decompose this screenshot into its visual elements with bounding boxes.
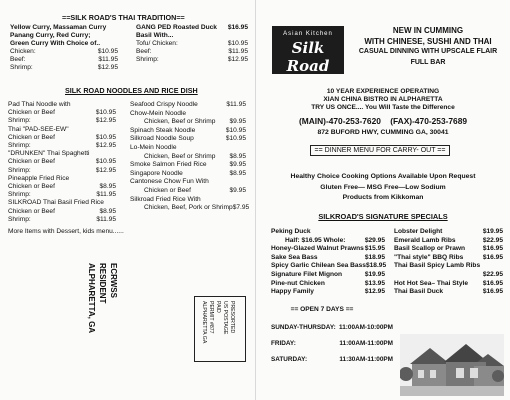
item-name: Basil Scallop or Prawn bbox=[394, 245, 466, 253]
special-row bbox=[394, 288, 503, 297]
item-name: Thai Basil Duck bbox=[394, 288, 444, 296]
hours-day: FRIDAY: bbox=[271, 340, 296, 347]
menu-row bbox=[8, 191, 116, 199]
restaurant-building-icon bbox=[400, 334, 504, 396]
item-name: Shrimp: bbox=[8, 215, 31, 223]
item-name: Honey-Glazed Walnut Prawns bbox=[271, 245, 364, 253]
menu-row bbox=[130, 127, 246, 136]
hours-day: SUNDAY-THURSDAY: bbox=[271, 324, 336, 331]
item-price: $22.95 bbox=[482, 270, 503, 278]
item-price: $18.95 bbox=[365, 262, 387, 270]
special-row bbox=[394, 237, 503, 246]
item-name: Chicken or Beef bbox=[8, 109, 55, 117]
mailing-address bbox=[78, 263, 118, 345]
menu-row bbox=[8, 216, 116, 224]
healthy-line-3: Products from Kikkoman bbox=[342, 194, 424, 201]
menu-row bbox=[8, 208, 116, 216]
bistro-line: XIAN CHINA BISTRO IN ALPHARETTA bbox=[323, 96, 443, 103]
menu-row bbox=[10, 56, 118, 64]
menu-row bbox=[8, 109, 116, 117]
item-price: $12.95 bbox=[95, 117, 116, 125]
experience-block bbox=[262, 88, 504, 112]
item-price: $7.95 bbox=[232, 204, 250, 212]
menu-row bbox=[8, 101, 116, 109]
try-us-line: TRY US ONCE.... You Will Taste the Difference bbox=[311, 104, 455, 111]
item-name: Chicken or Beef bbox=[8, 158, 55, 166]
phone-line bbox=[262, 116, 504, 126]
item-name: Shrimp: bbox=[136, 56, 159, 63]
menu-row bbox=[8, 183, 116, 191]
header-line-4: FULL BAR bbox=[410, 58, 446, 66]
item-name: Beef: bbox=[10, 56, 26, 63]
menu-row bbox=[10, 24, 118, 32]
item-price: $16.95 bbox=[482, 253, 503, 261]
menu-row bbox=[136, 56, 248, 64]
item-price: $11.95 bbox=[228, 48, 248, 55]
noodles-left-list bbox=[8, 101, 116, 224]
item-name: Tofu/ Chicken: bbox=[136, 40, 178, 47]
item-price: $10.95 bbox=[95, 133, 116, 141]
item-name: Shrimp: bbox=[8, 191, 31, 199]
menu-row bbox=[8, 134, 116, 142]
item-name: GANG PED Roasted Duck bbox=[136, 24, 217, 31]
item-name: Lo-Mein Noodle bbox=[130, 143, 177, 151]
item-name: Chicken: bbox=[10, 48, 36, 55]
menu-row bbox=[130, 135, 246, 144]
menu-row bbox=[8, 175, 116, 183]
noodles-title: SILK ROAD NOODLES AND RICE DISH bbox=[65, 86, 198, 95]
item-price: $10.95 bbox=[97, 48, 118, 55]
item-name: Panang Curry, Red Curry; bbox=[10, 32, 91, 39]
header-line-2: WITH CHINESE, SUSHI AND THAI bbox=[364, 36, 492, 46]
menu-row bbox=[136, 40, 248, 48]
item-price: $12.95 bbox=[95, 166, 116, 174]
logo-subtitle: Asian Kitchen bbox=[283, 31, 333, 37]
menu-row bbox=[8, 126, 116, 134]
menu-row bbox=[130, 110, 246, 119]
item-price: $8.95 bbox=[229, 169, 246, 177]
item-name: Thai Basil Spicy Lamb Ribs bbox=[394, 262, 481, 270]
item-name: Basil With... bbox=[136, 32, 174, 39]
hours-day: SATURDAY: bbox=[271, 356, 308, 363]
item-price: $8.95 bbox=[229, 152, 246, 160]
item-name: Chicken, Beef, Pork or Shrimp bbox=[144, 204, 233, 212]
item-price: $10.95 bbox=[227, 40, 248, 47]
item-price: $10.95 bbox=[95, 109, 116, 117]
menu-row bbox=[136, 32, 248, 40]
special-row bbox=[271, 271, 385, 280]
special-row bbox=[271, 262, 385, 271]
item-price: $12.95 bbox=[227, 56, 248, 63]
item-price: $16.95 bbox=[482, 279, 503, 287]
menu-row bbox=[130, 204, 250, 213]
page-fold bbox=[255, 0, 256, 400]
mailing-line-3: ALPHARETTA, GA bbox=[87, 263, 96, 334]
menu-row bbox=[8, 199, 116, 207]
item-name: Shrimp: bbox=[8, 142, 31, 150]
more-items-note: More Items with Dessert, kids menu...... bbox=[8, 228, 124, 235]
dinner-menu-label: == DINNER MENU FOR CARRY- OUT == bbox=[310, 145, 451, 156]
item-name: Beef: bbox=[136, 48, 152, 55]
menu-row bbox=[10, 64, 118, 72]
item-price: $11.95 bbox=[226, 101, 246, 108]
item-name: Shrimp: bbox=[8, 117, 31, 125]
item-price: $15.95 bbox=[364, 245, 385, 253]
special-row bbox=[271, 245, 385, 254]
menu-row bbox=[130, 170, 246, 179]
item-price: $9.95 bbox=[229, 186, 246, 194]
menu-row bbox=[10, 32, 118, 40]
logo-name: Silk Road bbox=[286, 39, 330, 75]
special-row bbox=[394, 280, 503, 289]
item-name: Half: $16.95 Whole: bbox=[285, 236, 346, 244]
item-name: "DRUNKEN" Thai Spaghetti bbox=[8, 150, 90, 158]
item-name: Silkroad Fried Rice With bbox=[130, 195, 201, 203]
item-name: Singapore Noodle bbox=[130, 169, 183, 177]
item-name: Peking Duck bbox=[271, 228, 311, 235]
dinner-menu-box bbox=[302, 147, 458, 154]
item-name: Pine-nut Chicken bbox=[271, 279, 325, 287]
item-name: Lobster Delight bbox=[394, 228, 443, 235]
special-row bbox=[271, 280, 385, 289]
hours-row bbox=[271, 340, 393, 348]
menu-row bbox=[10, 40, 118, 48]
menu-row bbox=[136, 48, 248, 56]
hours-title: == OPEN 7 DAYS == bbox=[290, 306, 354, 313]
item-price: $10.95 bbox=[225, 126, 246, 134]
special-row bbox=[271, 228, 385, 237]
item-price: $12.95 bbox=[97, 64, 118, 71]
menu-row bbox=[130, 144, 246, 153]
special-row bbox=[394, 228, 503, 237]
item-name: Chicken or Beef bbox=[144, 186, 191, 194]
item-name: Shrimp: bbox=[10, 64, 33, 71]
item-price: $8.95 bbox=[99, 183, 116, 191]
special-row bbox=[271, 237, 385, 246]
silk-road-logo bbox=[272, 26, 344, 74]
menu-row bbox=[8, 150, 116, 158]
item-name: Happy Family bbox=[271, 288, 314, 296]
item-price: $13.95 bbox=[364, 279, 385, 287]
item-name: Emerald Lamb Ribs bbox=[394, 236, 456, 244]
item-price: $29.95 bbox=[364, 236, 385, 244]
tradition-right-list bbox=[136, 24, 248, 64]
menu-row bbox=[130, 161, 246, 170]
menu-row bbox=[130, 153, 246, 162]
item-name: Green Curry With Choice of.. bbox=[10, 40, 101, 47]
item-price: $11.95 bbox=[96, 191, 116, 199]
years-line: 10 YEAR EXPERIENCE OPERATING bbox=[326, 88, 440, 95]
item-price: $12.95 bbox=[95, 142, 116, 150]
item-name: Signature Filet Mignon bbox=[271, 270, 343, 278]
item-name: "Thai style" BBQ Ribs bbox=[394, 253, 464, 261]
item-price: $8.95 bbox=[99, 207, 116, 215]
menu-row bbox=[130, 178, 246, 187]
header-block bbox=[350, 26, 506, 68]
noodles-right-list bbox=[130, 101, 250, 213]
menu-row bbox=[8, 142, 116, 150]
item-price: $11.95 bbox=[98, 56, 118, 63]
item-name: Pad Thai Noodle with bbox=[8, 101, 71, 108]
item-name: Silkroad Noodle Soup bbox=[130, 135, 194, 143]
specials-title: SILKROAD'S SIGNATURE SPECIALS bbox=[318, 212, 448, 221]
item-price: $10.95 bbox=[95, 158, 116, 166]
item-price: $11.95 bbox=[96, 215, 116, 223]
tradition-title: ==SILK ROAD'S THAI TRADITION== bbox=[62, 13, 185, 22]
menu-row bbox=[130, 118, 246, 127]
menu-row bbox=[10, 48, 118, 56]
permit-line-1: PRESORTED bbox=[229, 301, 235, 334]
item-name: Cantonese Chow Fun With bbox=[130, 178, 209, 186]
item-price: $16.95 bbox=[482, 245, 503, 253]
item-price: $16.95 bbox=[227, 24, 248, 31]
menu-row bbox=[130, 196, 246, 205]
postage-permit-box bbox=[194, 296, 246, 362]
permit-line-3: PAID bbox=[215, 301, 221, 313]
item-price: $9.95 bbox=[229, 118, 246, 126]
menu-row bbox=[8, 117, 116, 125]
item-name: Spicy Garlic Chilean Sea Bass bbox=[271, 262, 366, 270]
item-name: Smoke Salmon Fried Rice bbox=[130, 161, 207, 169]
menu-row bbox=[8, 167, 116, 175]
address: 872 BUFORD HWY, CUMMING GA, 30041 bbox=[317, 129, 449, 136]
menu-row bbox=[136, 24, 248, 32]
menu-row bbox=[8, 158, 116, 166]
special-row bbox=[271, 288, 385, 297]
hours-row bbox=[271, 356, 393, 364]
item-price: $12.95 bbox=[364, 288, 385, 296]
hours-list bbox=[271, 324, 393, 372]
item-name: Chicken or Beef bbox=[8, 207, 55, 215]
item-name: Chow-Mein Noodle bbox=[130, 109, 187, 117]
tradition-left-list bbox=[10, 24, 118, 72]
permit-line-5: ALPHARETTA GA bbox=[201, 301, 207, 344]
item-name: Pineapple Fried Rice bbox=[8, 174, 70, 182]
item-name: Sake Sea Bass bbox=[271, 253, 318, 261]
special-row bbox=[394, 262, 503, 271]
item-name: Chicken, Beef or Shrimp bbox=[144, 152, 216, 160]
healthy-line-1: Healthy Choice Cooking Options Available Upon Request bbox=[290, 173, 476, 180]
item-price: $10.95 bbox=[225, 135, 246, 143]
mailing-line-2: RESIDENT bbox=[98, 263, 107, 304]
item-name: Spinach Steak Noodle bbox=[130, 126, 196, 134]
item-name: Yellow Curry, Massaman Curry bbox=[10, 24, 107, 31]
item-name bbox=[394, 271, 483, 280]
special-row bbox=[394, 254, 503, 263]
menu-row bbox=[130, 187, 246, 196]
item-name: Shrimp: bbox=[8, 166, 31, 174]
item-name: Chicken or Beef bbox=[8, 133, 55, 141]
item-price: $22.95 bbox=[482, 236, 503, 244]
item-name: Thai "PAD-SEE-EW" bbox=[8, 125, 69, 133]
item-name: SILKROAD Thai Basil Fried Rice bbox=[8, 199, 104, 207]
header-line-1: NEW IN CUMMING bbox=[392, 26, 464, 35]
mailing-line-1: ECRWSS bbox=[109, 263, 118, 298]
item-price: $19.95 bbox=[482, 228, 503, 235]
special-row bbox=[394, 271, 503, 280]
item-price: $18.95 bbox=[364, 253, 385, 261]
permit-line-2: US POSTAGE bbox=[222, 301, 228, 335]
item-price: $16.95 bbox=[482, 288, 503, 296]
item-name: Chicken, Beef or Shrimp bbox=[144, 118, 216, 126]
special-row bbox=[394, 245, 503, 254]
item-name: Hot Hot Sea– Thai Style bbox=[394, 279, 469, 287]
header-line-3: CASUAL DINNING WITH UPSCALE FLAIR bbox=[358, 48, 498, 55]
permit-line-4: PERMIT #877 bbox=[208, 301, 214, 334]
healthy-block bbox=[262, 172, 504, 204]
item-price: $19.95 bbox=[364, 270, 385, 278]
menu-row bbox=[130, 101, 246, 110]
hours-time: 11:00AM-11:00PM bbox=[339, 340, 393, 347]
healthy-line-2: Gluten Free— MSG Free—Low Sodium bbox=[320, 183, 446, 191]
main-phone: (MAIN)-470-253-7620 bbox=[298, 116, 381, 126]
restaurant-photo bbox=[400, 334, 504, 396]
item-name: Chicken or Beef bbox=[8, 183, 55, 191]
hours-row bbox=[271, 324, 393, 332]
hours-time: 11:30AM-11:00PM bbox=[339, 356, 393, 363]
hours-time: 11:00AM-10:00PM bbox=[339, 324, 393, 331]
special-row bbox=[271, 254, 385, 263]
fax-number: (FAX)-470-253-7689 bbox=[390, 116, 468, 126]
specials-right-list bbox=[394, 228, 503, 297]
item-name: Seafood Crispy Noodle bbox=[130, 101, 198, 108]
item-price: $9.95 bbox=[229, 161, 246, 169]
specials-left-list bbox=[271, 228, 385, 297]
